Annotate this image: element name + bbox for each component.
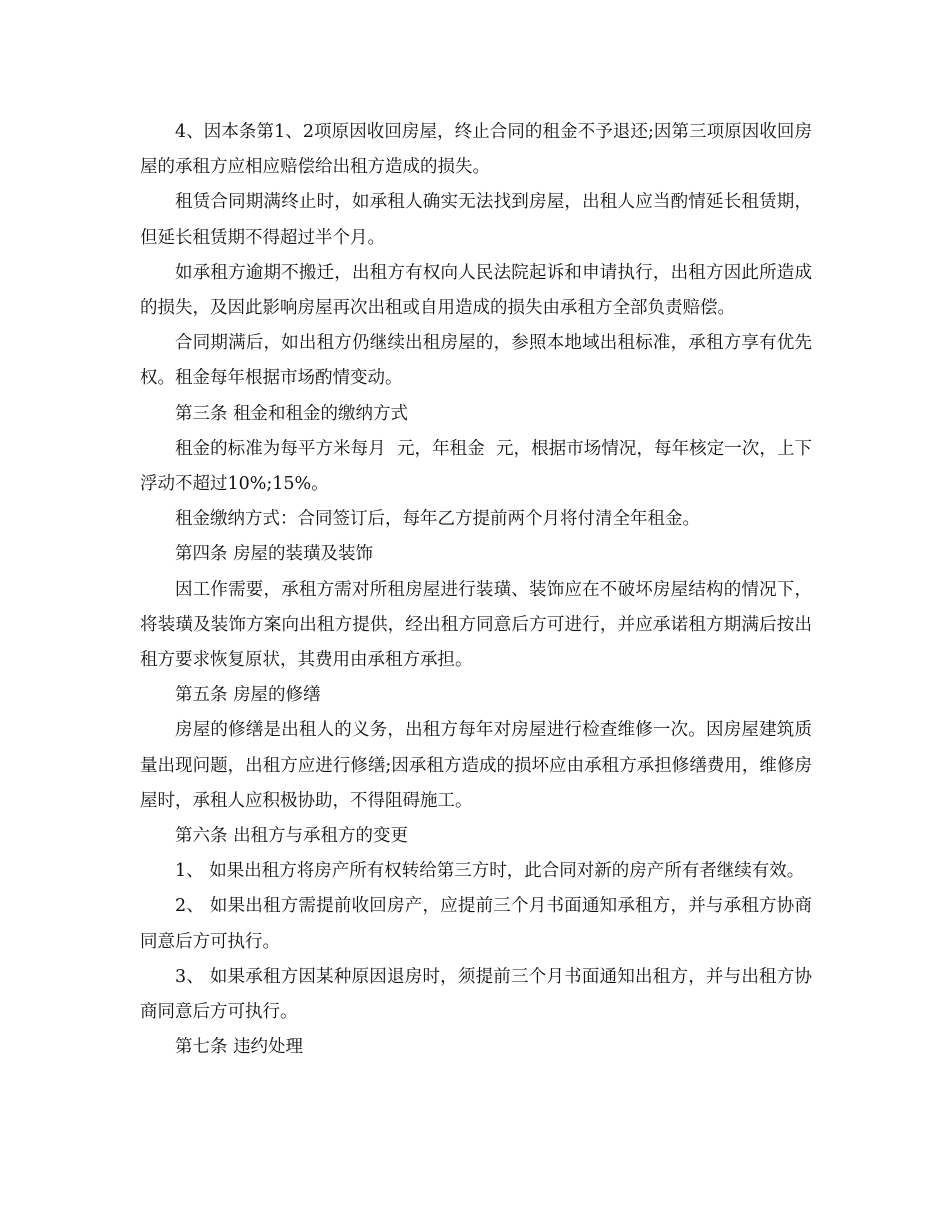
paragraph-lease-extension: 租赁合同期满终止时，如承租人确实无法找到房屋，出租人应当酌情延长租赁期，但延长租赁期不得超过半个月。 — [140, 192, 812, 248]
heading-article-7: 第七条 违约处理 — [175, 1037, 304, 1058]
heading-article-5: 第五条 房屋的修缮 — [175, 685, 321, 706]
paragraph-rent-standard: 租金的标准为每平方米每月 元，年租金 元，根据市场情况，每年核定一次，上下浮动不超过10%;15%。 — [140, 438, 812, 495]
document-page — [140, 115, 812, 1065]
paragraph-decoration: 因工作需要，承租方需对所租房屋进行装璜、装饰应在不破坏房屋结构的情况下，将装璜及装饰方案向出租方提供，经出租方同意后方可进行，并应承诺租方期满后按出租方要求恢复原状，其费用由承租方承担。 — [140, 579, 812, 671]
paragraph-change-3: 3、 如果承租方因某种原因退房时，须提前三个月书面通知出租方，并与出租方协商同意后方可执行。 — [140, 966, 812, 1023]
heading-article-6: 第六条 出租方与承租方的变更 — [175, 826, 409, 847]
paragraph-change-2: 2、 如果出租方需提前收回房产，应提前三个月书面通知承租方，并与承租方协商同意后方可执行。 — [140, 896, 812, 952]
paragraph-termination-refund: 4、因本条第1、2项原因收回房屋，终止合同的租金不予退还;因第三项原因收回房屋的承租方应相应赔偿给出租方造成的损失。 — [140, 122, 812, 178]
heading-article-4: 第四条 房屋的装璜及装饰 — [175, 544, 374, 565]
paragraph-change-1: 1、 如果出租方将房产所有权转给第三方时，此合同对新的房产所有者继续有效。 — [175, 861, 805, 882]
paragraph-repair: 房屋的修缮是出租人的义务，出租方每年对房屋进行检查维修一次。因房屋建筑质量出现问题，出租方应进行修缮;因承租方造成的损坏应由承租方承担修缮费用，维修房屋时，承租人应积极协助，不得阻碍施工。 — [140, 720, 812, 811]
paragraph-overdue-move: 如承租方逾期不搬迁，出租方有权向人民法院起诉和申请执行，出租方因此所造成的损失，及因此影响房屋再次出租或自用造成的损失由承租方全部负责赔偿。 — [140, 262, 812, 319]
paragraph-priority-right: 合同期满后，如出租方仍继续出租房屋的，参照本地域出租标准，承租方享有优先权。租金每年根据市场酌情变动。 — [140, 333, 812, 389]
paragraph-rent-payment: 租金缴纳方式：合同签订后，每年乙方提前两个月将付清全年租金。 — [175, 509, 700, 530]
heading-article-3: 第三条 租金和租金的缴纳方式 — [175, 403, 409, 424]
